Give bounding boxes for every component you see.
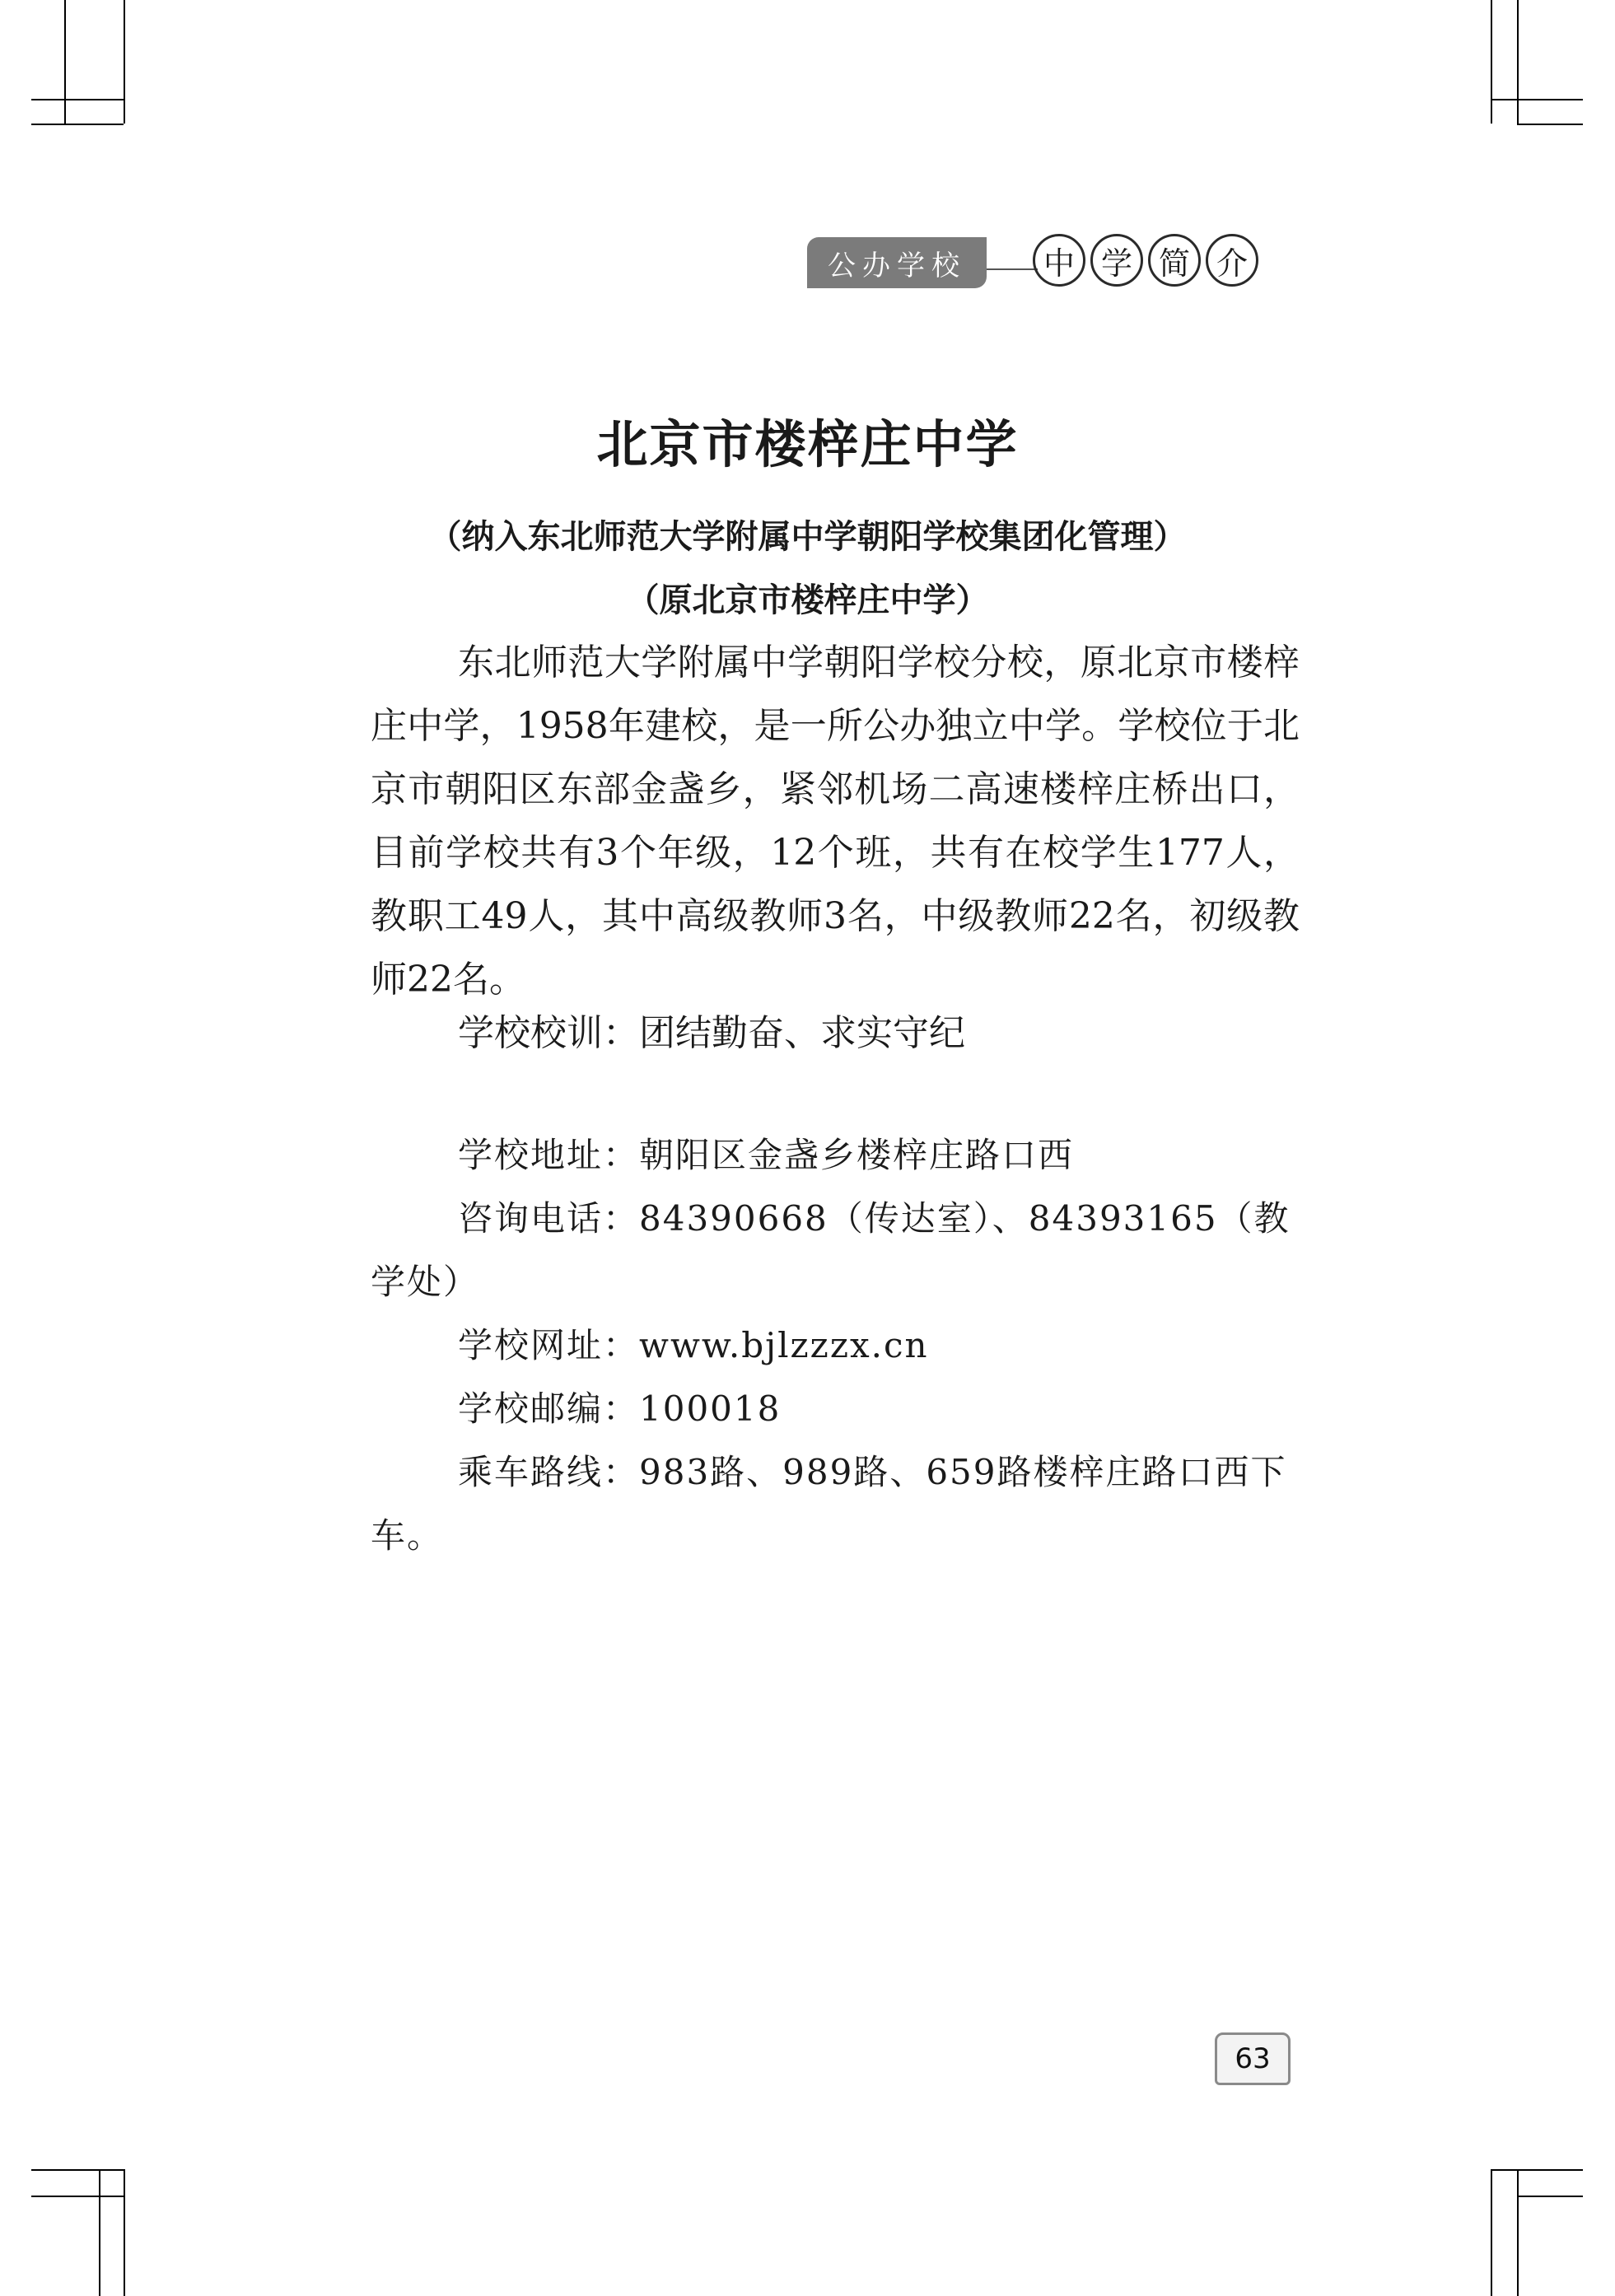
info-phone: 咨询电话：84390668（传达室）、84393165（教学处）: [371, 1198, 1291, 1302]
circle-char: 中: [1033, 234, 1085, 287]
page-title: 北京市楼梓庄中学: [596, 414, 1019, 474]
info-bus-route: 乘车路线：983路、989路、659路楼梓庄路口西下车。: [371, 1452, 1287, 1556]
crop-mark: [124, 0, 125, 124]
subtitle-former-name: （原北京市楼梓庄中学）: [626, 581, 989, 619]
crop-mark: [1517, 2196, 1583, 2197]
circle-char: 简: [1148, 234, 1201, 287]
section-tag: 公办学校: [807, 237, 987, 288]
page-number: 63: [1215, 2032, 1291, 2085]
crop-mark: [1491, 0, 1492, 124]
header-divider: [987, 268, 1038, 270]
info-postcode: 学校邮编：100018: [458, 1388, 782, 1429]
crop-mark: [1491, 2169, 1583, 2171]
crop-mark: [31, 2169, 124, 2171]
school-info: [371, 1123, 1309, 1567]
crop-mark: [124, 2169, 125, 2296]
crop-mark: [64, 0, 66, 124]
crop-mark: [99, 2169, 100, 2296]
crop-mark: [1491, 99, 1583, 100]
info-website: 学校网址：www.bjlzzzx.cn: [458, 1325, 929, 1365]
crop-mark: [31, 2196, 124, 2197]
school-motto: 学校校训：团结勤奋、求实守纪: [458, 1012, 965, 1054]
description-paragraph: 东北师范大学附属中学朝阳学校分校，原北京市楼梓庄中学，1958年建校，是一所公办独立中学。学校位于北京市朝阳区东部金盏乡，紧邻机场二高速楼梓庄桥出口，目前学校共有3个年级，12个班，共有在校学生177人，教职工49人，其中高级教师3名，中级教师22名，初级教师22名。: [371, 642, 1300, 1001]
circle-char: 学: [1090, 234, 1143, 287]
crop-mark: [1517, 0, 1519, 124]
crop-mark: [31, 99, 124, 100]
school-description: [371, 631, 1300, 1011]
crop-mark: [1517, 124, 1583, 125]
section-title-circles: [1033, 234, 1258, 287]
crop-mark: [31, 124, 124, 125]
subtitle-affiliation: （纳入东北师范大学附属中学朝阳学校集团化管理）: [428, 518, 1187, 556]
info-address: 学校地址：朝阳区金盏乡楼梓庄路口西: [458, 1135, 1075, 1175]
crop-mark: [1491, 2169, 1492, 2296]
crop-mark: [1517, 2169, 1519, 2296]
circle-char: 介: [1206, 234, 1258, 287]
